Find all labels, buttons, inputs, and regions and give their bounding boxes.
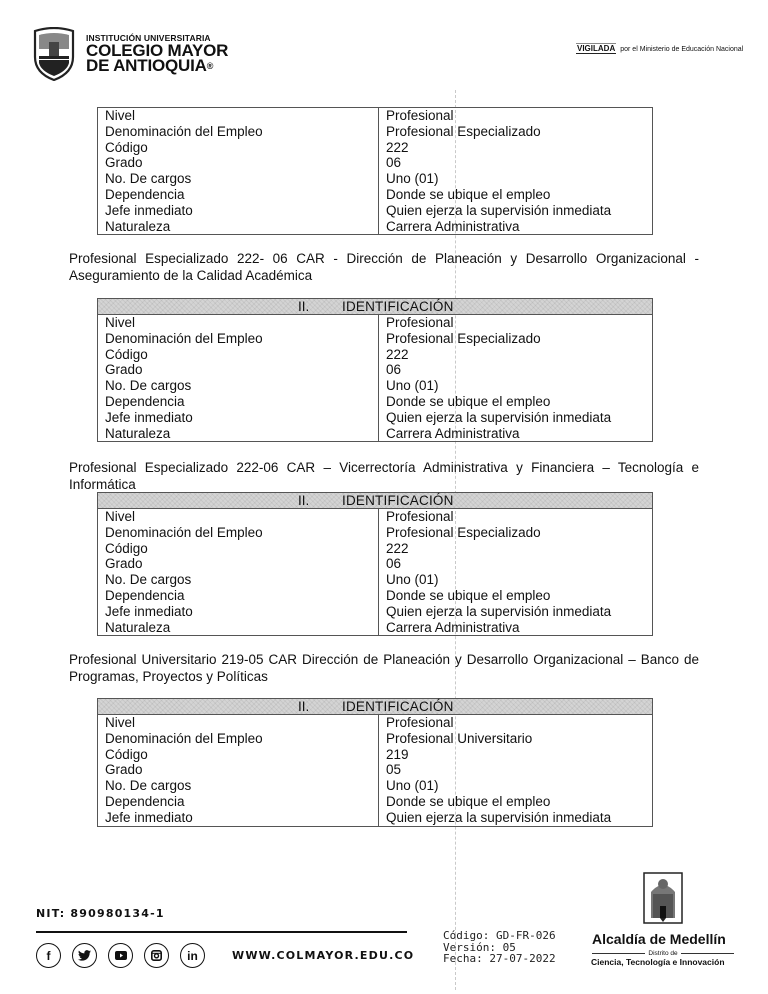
row-value: 06	[386, 362, 402, 378]
row-label: Naturaleza	[105, 218, 171, 234]
row-label: No. De cargos	[105, 572, 192, 588]
row-label: Dependencia	[105, 393, 185, 409]
alcaldia-crest-logo	[643, 872, 683, 924]
row-value: Profesional	[386, 509, 454, 524]
row-value: Carrera Administrativa	[386, 425, 520, 441]
row-label: Jefe inmediato	[105, 202, 193, 218]
doc-date: Fecha: 27-07-2022	[443, 952, 556, 965]
row-label: Código	[105, 139, 148, 155]
youtube-icon[interactable]	[108, 943, 133, 968]
row-label: Dependencia	[105, 793, 185, 809]
row-value: Profesional Especializado	[386, 123, 541, 139]
row-value: Quien ejerza la supervisión inmediata	[386, 409, 612, 425]
row-value: Profesional	[386, 715, 454, 730]
row-label: Grado	[105, 155, 143, 171]
row-label: Denominación del Empleo	[105, 123, 263, 139]
alcaldia-distrito-label: Distrito de	[648, 950, 678, 957]
colmayor-shield-logo	[32, 27, 76, 81]
section-number: II.	[298, 493, 310, 508]
section-header	[98, 493, 652, 509]
row-value: 222	[386, 346, 409, 362]
document-metadata	[443, 930, 556, 965]
identification-table-2	[97, 298, 653, 442]
row-label: Grado	[105, 762, 143, 778]
row-value: 222	[386, 540, 409, 556]
row-label: Denominación del Empleo	[105, 524, 263, 540]
row-label: Denominación del Empleo	[105, 730, 263, 746]
alcaldia-distrito	[592, 950, 734, 957]
row-label: Código	[105, 346, 148, 362]
alcaldia-title: Alcaldía de Medellín	[592, 931, 726, 947]
row-label: Código	[105, 540, 148, 556]
section-header	[98, 699, 652, 715]
row-value: 06	[386, 155, 402, 171]
row-label: Naturaleza	[105, 619, 171, 635]
row-label: Nivel	[105, 715, 136, 730]
linkedin-icon[interactable]	[180, 943, 205, 968]
alcaldia-subtitle: Ciencia, Tecnología e Innovación	[591, 957, 725, 967]
row-value: Uno (01)	[386, 778, 439, 794]
twitter-glyph	[78, 950, 91, 961]
row-value: Profesional Especializado	[386, 524, 541, 540]
row-label: Grado	[105, 362, 143, 378]
identification-table-1	[97, 107, 653, 235]
row-value: Quien ejerza la supervisión inmediata	[386, 603, 612, 619]
row-value: Profesional	[386, 315, 454, 330]
row-value: 219	[386, 746, 409, 762]
nit-number: NIT: 890980134-1	[36, 907, 165, 920]
row-value: Donde se ubique el empleo	[386, 186, 551, 202]
row-label: Código	[105, 746, 148, 762]
vigilada-text: por el Ministerio de Educación Nacional	[620, 46, 744, 53]
row-value: Uno (01)	[386, 171, 439, 187]
position-caption-2: Profesional Especializado 222- 06 CAR - Dirección de Planeación y Desarrollo Organizacional - Aseguramiento de la Calidad Académica	[69, 251, 699, 283]
row-label: Nivel	[105, 108, 136, 123]
section-title: IDENTIFICACIÓN	[342, 699, 454, 714]
row-value: Carrera Administrativa	[386, 619, 520, 635]
section-title: IDENTIFICACIÓN	[342, 299, 454, 314]
institution-line1: INSTITUCIÓN UNIVERSITARIA	[86, 33, 211, 43]
row-label: No. De cargos	[105, 171, 192, 187]
instagram-icon[interactable]	[144, 943, 169, 968]
row-label: Nivel	[105, 315, 136, 330]
doc-version: Versión: 05	[443, 940, 516, 954]
section-number: II.	[298, 699, 310, 714]
row-label: Grado	[105, 556, 143, 572]
twitter-icon[interactable]	[72, 943, 97, 968]
row-value: Carrera Administrativa	[386, 218, 520, 234]
row-label: Jefe inmediato	[105, 603, 193, 619]
identification-table-4	[97, 698, 653, 827]
institution-line2: COLEGIO MAYOR	[86, 40, 229, 60]
row-value: Profesional	[386, 108, 454, 123]
row-value: 06	[386, 556, 402, 572]
social-links	[36, 943, 205, 968]
row-value: 222	[386, 139, 409, 155]
position-caption-3: Profesional Especializado 222-06 CAR – Vicerrectoría Administrativa y Financiera – Tecnología e Informática	[69, 460, 699, 492]
row-value: Uno (01)	[386, 572, 439, 588]
row-label: Dependencia	[105, 587, 185, 603]
vigilada-notice	[576, 44, 743, 53]
row-value: 05	[386, 762, 402, 778]
vigilada-word: VIGILADA	[577, 44, 616, 53]
row-value: Quien ejerza la supervisión inmediata	[386, 809, 612, 825]
row-label: Denominación del Empleo	[105, 330, 263, 346]
row-label: No. De cargos	[105, 778, 192, 794]
instagram-glyph	[151, 950, 162, 961]
row-value: Profesional Especializado	[386, 330, 541, 346]
row-value: Profesional Universitario	[386, 730, 533, 746]
row-label: Naturaleza	[105, 425, 171, 441]
row-value: Donde se ubique el empleo	[386, 393, 551, 409]
row-label: No. De cargos	[105, 378, 192, 394]
section-header	[98, 299, 652, 315]
institution-line3: DE ANTIOQUIA	[86, 55, 207, 75]
section-title: IDENTIFICACIÓN	[342, 493, 454, 508]
youtube-glyph	[115, 951, 127, 960]
footer-divider	[36, 931, 407, 933]
facebook-glyph: f	[46, 948, 51, 963]
registered-mark: ®	[206, 60, 214, 71]
row-value: Donde se ubique el empleo	[386, 587, 551, 603]
row-label: Dependencia	[105, 186, 185, 202]
row-value: Quien ejerza la supervisión inmediata	[386, 202, 612, 218]
row-label: Nivel	[105, 509, 136, 524]
doc-code: Código: GD-FR-026	[443, 929, 556, 942]
row-value: Uno (01)	[386, 378, 439, 394]
institution-name	[86, 34, 228, 74]
section-number: II.	[298, 299, 310, 314]
row-value: Donde se ubique el empleo	[386, 793, 551, 809]
website-link[interactable]: WWW.COLMAYOR.EDU.CO	[232, 949, 415, 962]
linkedin-glyph: in	[187, 948, 198, 963]
row-label: Jefe inmediato	[105, 809, 193, 825]
identification-table-3	[97, 492, 653, 636]
facebook-icon[interactable]	[36, 943, 61, 968]
position-caption-4: Profesional Universitario 219-05 CAR Dirección de Planeación y Desarrollo Organizacional – Banco de Programas, Proyectos y Políticas	[69, 652, 699, 684]
row-label: Jefe inmediato	[105, 409, 193, 425]
